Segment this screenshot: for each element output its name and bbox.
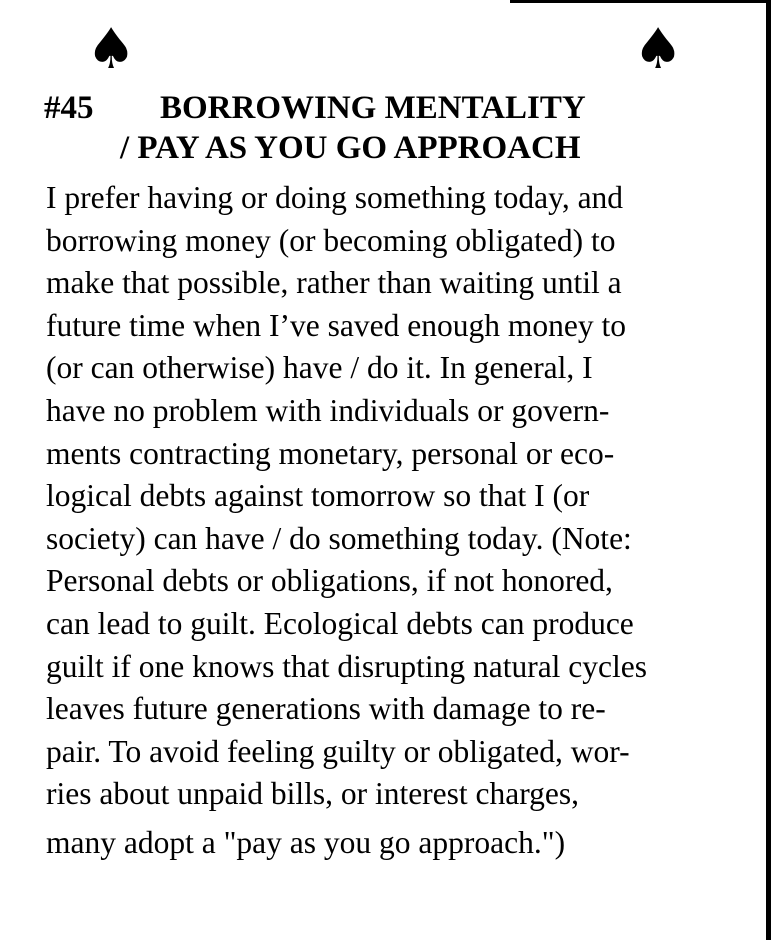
body-line: Personal debts or obligations, if not honored, — [46, 563, 613, 599]
body-line: society) can have / do something today. (Note: — [46, 520, 632, 556]
body-line: borrowing money (or becoming obligated) to — [46, 222, 616, 258]
body-line: ments contracting monetary, personal or eco- — [46, 435, 615, 471]
body-line: I prefer having or doing something today, and — [46, 180, 624, 215]
card-number: #45 — [44, 90, 94, 126]
card-top-border — [510, 0, 766, 3]
body-line: future time when I’ve saved enough money to — [46, 307, 626, 343]
card-heading — [44, 88, 744, 168]
body-line: make that possible, rather than waiting until a — [46, 265, 622, 301]
body-line: guilt if one knows that disrupting natural cycles — [46, 648, 648, 684]
card-body — [46, 177, 764, 865]
body-line: pair. To avoid feeling guilty or obligated, wor- — [46, 733, 630, 769]
body-line: have no problem with individuals or govern- — [46, 392, 610, 428]
body-line: leaves future generations with damage to re- — [46, 691, 606, 727]
spade-icon: ♠ — [633, 17, 684, 82]
card-right-border — [766, 0, 771, 940]
body-line: ries about unpaid bills, or interest charges, — [46, 776, 580, 812]
spade-icon: ♠ — [86, 17, 137, 82]
body-line: (or can otherwise) have / do it. In general, I — [46, 350, 593, 386]
body-line: many adopt a "pay as you go approach.") — [46, 824, 566, 860]
card-title-line-2: / PAY AS YOU GO APPROACH — [120, 130, 581, 166]
body-line: can lead to guilt. Ecological debts can produce — [46, 605, 634, 641]
card-title-line-1: BORROWING MENTALITY — [160, 90, 586, 126]
body-line: logical debts against tomorrow so that I (or — [46, 478, 590, 514]
